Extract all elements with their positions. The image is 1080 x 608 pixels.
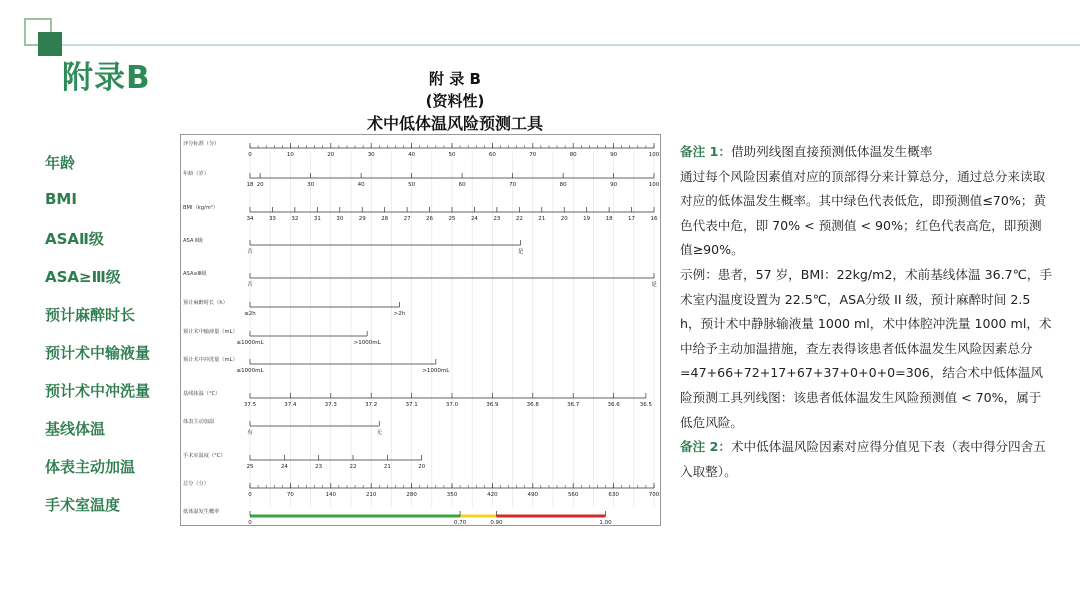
example-text: 示例：患者，57 岁，BMI：22kg/m2，术前基线体温 36.7℃，手术室内温度设置为 22.5℃，ASA分级 II 级，预计麻醉时间 2.5 h，预计术中静脉输液量 1000 ml，术中体腔冲洗量 1000 ml，术中给予主动加温措施，查左表得该患者低体温发生风险因素总分=47+66+72+17+67+37+0+0+0=306，结合术中低体温风险预测工具列线图：该患者低体温发生风险预测值 < 70%，属于低危风险。 <box>680 266 1052 430</box>
tick-label: 490 <box>527 492 539 498</box>
label-irrigation-volume: 预计术中冲洗量 <box>45 382 151 400</box>
tick-label: 700 <box>648 492 660 498</box>
decor-square-filled <box>38 32 62 56</box>
label-age: 年龄 <box>45 154 76 172</box>
tick-label: 37.0 <box>445 402 459 408</box>
tick-label: ≤2h <box>244 311 256 317</box>
tick-label: 60 <box>458 182 466 188</box>
low-risk-segment <box>250 515 460 518</box>
note2-label: 备注 2： <box>680 439 731 455</box>
tick-label: 24 <box>470 216 478 222</box>
tick-label: 25 <box>448 216 456 222</box>
tick-label: 37.3 <box>324 402 337 408</box>
tick-label: 21 <box>538 216 546 222</box>
tick-label: 有 <box>247 430 253 436</box>
tick-label: 210 <box>365 492 377 498</box>
high-risk-segment <box>496 515 605 518</box>
tick-label: 630 <box>608 492 619 498</box>
label-asa3: ASA≥Ⅲ级 <box>45 268 121 286</box>
tick-label: 否 <box>247 282 253 288</box>
note1-title: 借助列线图直接预测低体温发生概率 <box>730 144 933 159</box>
tick-label: 80 <box>559 182 567 188</box>
tick-label: 80 <box>569 152 577 158</box>
tick-label: 50 <box>448 152 456 158</box>
tick-label: 25 <box>246 464 254 470</box>
tick-label: 1.00 <box>599 520 612 526</box>
tick-label: 23 <box>315 464 323 470</box>
tick-label: 350 <box>446 492 458 498</box>
tick-label: 33 <box>268 216 276 222</box>
tick-label: 140 <box>325 492 337 498</box>
tick-label: 37.2 <box>365 402 378 408</box>
tick-label: 27 <box>403 216 411 222</box>
nomogram-row-label: 手术室温度（°C） <box>183 453 226 459</box>
tick-label: 34 <box>246 216 254 222</box>
note1-heading <box>680 140 1052 165</box>
tick-label: 100 <box>648 152 660 158</box>
tick-label: 30 <box>336 216 344 222</box>
tick-label: 24 <box>280 464 288 470</box>
nomogram-row-label: ASA≥Ⅲ级 <box>183 271 207 277</box>
tick-label: 32 <box>291 216 299 222</box>
tick-label: 0 <box>248 152 252 158</box>
nomogram-row-label: 基线体温（°C） <box>183 391 221 397</box>
tick-label: 是 <box>517 249 524 255</box>
notes-panel <box>680 140 1052 484</box>
tick-label: 21 <box>383 464 391 470</box>
tick-label: 100 <box>648 182 660 188</box>
tick-label: 16 <box>650 216 658 222</box>
doc-appendix-subtitle: (资料性) <box>425 92 485 110</box>
nomogram <box>180 134 661 526</box>
nomogram-row-label: BMI（kg/m²） <box>183 205 219 211</box>
label-active-warming: 体表主动加温 <box>45 458 136 476</box>
tick-label: 37.4 <box>284 402 297 408</box>
tick-label: 无 <box>376 430 383 436</box>
nomogram-row-label: 体表主动加温 <box>183 419 215 425</box>
tick-label: 36.5 <box>639 402 653 408</box>
tick-label: 36.9 <box>486 402 499 408</box>
tick-label: 70 <box>529 152 537 158</box>
tick-label: 否 <box>247 249 253 255</box>
tick-label: 40 <box>357 182 365 188</box>
nomogram-row-label: 总分（分） <box>183 481 209 487</box>
tick-label: 420 <box>487 492 498 498</box>
tick-label: 280 <box>406 492 417 498</box>
label-room-temp: 手术室温度 <box>45 496 121 514</box>
slide-title: 附录B <box>62 60 151 96</box>
tick-label: 36.8 <box>526 402 539 408</box>
tick-label: 0.90 <box>490 520 503 526</box>
tick-label: 90 <box>610 182 618 188</box>
tick-label: 560 <box>567 492 579 498</box>
tick-label: 18 <box>605 216 613 222</box>
tick-label: 10 <box>286 152 294 158</box>
tick-label: 22 <box>515 216 523 222</box>
nomogram-row-label: 低体温发生概率 <box>183 509 220 515</box>
tick-label: 22 <box>349 464 357 470</box>
tick-label: 26 <box>426 216 434 222</box>
tick-label: >1000mL <box>353 340 381 346</box>
tick-label: >2h <box>393 311 406 317</box>
tick-label: 36.6 <box>607 402 620 408</box>
tick-label: ≤1000mL <box>236 340 264 346</box>
medium-risk-segment <box>460 515 496 518</box>
tick-label: 0 <box>248 520 252 526</box>
label-bmi: BMI <box>45 190 77 208</box>
tick-label: 30 <box>367 152 375 158</box>
tick-label: 28 <box>381 216 389 222</box>
tick-label: 17 <box>628 216 636 222</box>
label-infusion-volume: 预计术中输液量 <box>45 344 151 362</box>
tick-label: 20 <box>560 216 568 222</box>
nomogram-row-label: 预计术中冲洗量（mL） <box>183 357 238 363</box>
tick-label: 70 <box>509 182 517 188</box>
tick-label: 30 <box>307 182 315 188</box>
tick-label: 70 <box>286 492 294 498</box>
tick-label: 50 <box>408 182 416 188</box>
nomogram-row-label: ASA Ⅱ级 <box>183 238 203 244</box>
nomogram-row-label: 评分标准（分） <box>183 141 220 147</box>
tick-label: 0.70 <box>453 520 467 526</box>
note2-heading <box>680 435 1052 484</box>
label-anesthesia-duration: 预计麻醉时长 <box>45 306 136 324</box>
tick-label: 是 <box>651 282 657 288</box>
note2-body: 术中低体温风险因素对应得分值见下表（表中得分四舍五入取整）。 <box>680 439 1046 479</box>
label-baseline-temp: 基线体温 <box>45 420 106 438</box>
label-asa2: ASAⅡ级 <box>45 230 104 248</box>
note1-body: 通过每个风险因素值对应的顶部得分来计算总分，通过总分来读取对应的低体温发生概率。其中绿色代表低危，即预测值≤70%；黄色代表中危，即 70% < 预测值 < 90%；红色代表高危，即预测值≥90%。 <box>680 168 1046 258</box>
tick-label: 31 <box>313 216 321 222</box>
tick-label: 23 <box>493 216 501 222</box>
nomogram-row-label: 年龄（岁） <box>183 171 209 177</box>
tick-label: ≤1000mL <box>236 368 264 374</box>
tick-label: 20 <box>256 182 264 188</box>
tick-label: 0 <box>248 492 252 498</box>
tick-label: 20 <box>327 152 335 158</box>
header-divider <box>62 44 1080 46</box>
tick-label: 37.1 <box>405 402 418 408</box>
tick-label: >1000mL <box>422 368 450 374</box>
tick-label: 20 <box>418 464 426 470</box>
tick-label: 29 <box>358 216 366 222</box>
note1-label: 备注 1： <box>680 144 731 159</box>
doc-appendix-title: 附 录 B <box>429 70 481 88</box>
tick-label: 40 <box>408 152 416 158</box>
doc-tool-title: 术中低体温风险预测工具 <box>366 114 543 133</box>
tick-label: 37.5 <box>243 402 257 408</box>
tick-label: 18 <box>246 182 254 188</box>
nomogram-row-label: 预计术中输液量（mL） <box>183 329 238 335</box>
tick-label: 36.7 <box>567 402 580 408</box>
nomogram-row-label: 预计麻醉时长（h） <box>183 300 228 306</box>
tick-label: 90 <box>610 152 618 158</box>
tick-label: 60 <box>488 152 496 158</box>
tick-label: 19 <box>583 216 591 222</box>
